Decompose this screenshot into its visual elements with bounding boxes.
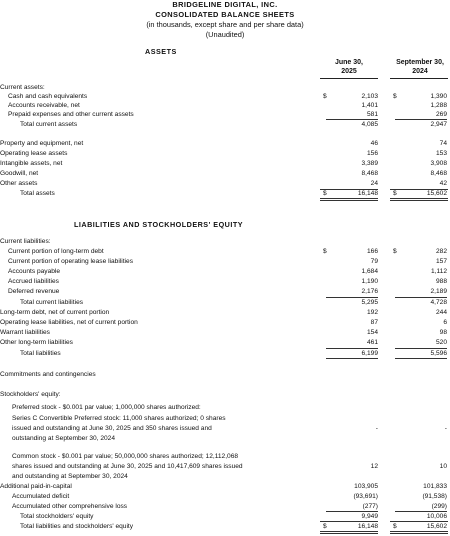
row-label: Warrant liabilities: [0, 329, 50, 336]
currency-symbol: $: [393, 190, 397, 197]
value-june-2025: 166: [366, 248, 378, 255]
column-header-june-2025: [314, 58, 384, 76]
double-rule: [390, 200, 448, 201]
double-rule: [320, 200, 378, 201]
row-label: Property and equipment, net: [0, 140, 84, 147]
value-september-2024: 157: [435, 258, 447, 265]
value-september-2024: 6: [443, 319, 447, 326]
value-september-2024: 4,728: [430, 299, 447, 306]
row-label: Total stockholders' equity: [20, 513, 94, 520]
row-label: Other long-term liabilities: [0, 339, 73, 346]
table-row: [0, 308, 450, 317]
current-assets-label-row: [0, 83, 450, 92]
preferred-stock-label: Preferred stock - $0.001 par value; 1,000,000 shares authorized:: [12, 404, 201, 411]
column-header-june-2025-line1: June 30,: [334, 59, 363, 66]
value-september-2024: -: [444, 425, 447, 432]
table-row: [0, 338, 450, 347]
value-september-2024: 15,602: [426, 190, 447, 197]
series-c-label-line3: outstanding at September 30, 2024: [12, 435, 116, 442]
column-header-september-2024-line2: 2024: [412, 68, 428, 75]
liabilities-section-title: LIABILITIES AND STOCKHOLDERS' EQUITY: [74, 220, 244, 229]
total-rule: [395, 358, 447, 359]
current-liabilities-label-row: [0, 237, 450, 246]
row-label: Total liabilities and stockholders' equity: [20, 523, 134, 530]
column-header-september-2024-line1: September 30,: [396, 59, 444, 66]
commitments-row: [0, 370, 450, 379]
table-row: [0, 120, 450, 129]
column-header-september-2024: [385, 58, 450, 76]
double-rule: [320, 533, 378, 534]
value-june-2025: 3,389: [361, 160, 378, 167]
row-label: Intangible assets, net: [0, 160, 63, 167]
common-stock-label-line1: Common stock - $0.001 par value; 50,000,000 shares authorized; 12,112,068: [12, 453, 239, 460]
equity-label-row: [0, 390, 450, 399]
value-june-2025: 1,684: [361, 268, 378, 275]
value-june-2025: 4,085: [361, 121, 378, 128]
common-stock-label-line2: shares issued and outstanding at June 30, 2025 and 10,417,609 shares issued: [12, 463, 243, 470]
unaudited-note: (Unaudited): [205, 30, 245, 39]
currency-symbol: $: [323, 93, 327, 100]
row-label: Total liabilities: [20, 350, 61, 357]
table-row: [0, 328, 450, 337]
value-june-2025: 103,905: [354, 483, 378, 490]
preferred-stock-row: [0, 403, 450, 412]
table-row: [0, 267, 450, 276]
current-liabilities-label: Current liabilities:: [0, 238, 51, 245]
double-rule: [390, 198, 448, 199]
company-name: BRIDGELINE DIGITAL, INC.: [172, 0, 278, 9]
value-june-2025: 16,148: [357, 523, 378, 530]
table-row: [0, 277, 450, 286]
row-label: Accounts payable: [8, 268, 61, 275]
assets-section-title: ASSETS: [145, 47, 177, 56]
row-label: Current portion of long-term debt: [8, 248, 104, 255]
value-june-2025: 6,199: [361, 350, 378, 357]
table-row: [0, 287, 450, 296]
stockholders-equity-label: Stockholders' equity:: [0, 391, 61, 398]
value-september-2024: 5,596: [430, 350, 447, 357]
column-header-rule: [320, 78, 378, 79]
table-row: [0, 512, 450, 521]
row-label: Total current assets: [20, 121, 78, 128]
double-rule: [320, 531, 378, 532]
row-label: Prepaid expenses and other current assets: [8, 111, 134, 118]
value-september-2024: 98: [439, 329, 447, 336]
table-row: [0, 110, 450, 119]
currency-symbol: $: [323, 248, 327, 255]
table-row: [0, 169, 450, 178]
row-label: Deferred revenue: [8, 288, 60, 295]
row-label: Cash and cash equivalents: [8, 93, 88, 100]
value-september-2024: 101,833: [423, 483, 447, 490]
table-row: [0, 189, 450, 198]
table-row: [0, 502, 450, 511]
value-june-2025: 24: [370, 180, 378, 187]
table-row: [0, 139, 450, 148]
value-june-2025: 2,176: [361, 288, 378, 295]
row-label: Total assets: [20, 190, 55, 197]
row-label: Accumulated other comprehensive loss: [12, 503, 128, 510]
value-june-2025: 46: [370, 140, 378, 147]
value-september-2024: 269: [435, 111, 447, 118]
value-june-2025: -: [375, 425, 378, 432]
value-september-2024: 15,602: [426, 523, 447, 530]
table-row: [0, 482, 450, 491]
common-stock-label-line3: and outstanding at September 30, 2024: [12, 473, 128, 480]
row-label: Goodwill, net: [0, 170, 39, 177]
row-label: Accounts receivable, net: [8, 102, 80, 109]
row-label: Current portion of operating lease liabilities: [8, 258, 133, 265]
value-june-2025: 9,949: [361, 513, 378, 520]
row-label: Operating lease liabilities, net of current portion: [0, 319, 138, 326]
value-september-2024: (299): [431, 503, 447, 510]
currency-symbol: $: [393, 93, 397, 100]
double-rule: [390, 533, 448, 534]
value-september-2024: 42: [439, 180, 447, 187]
value-june-2025: 1,401: [361, 102, 378, 109]
value-september-2024: 282: [435, 248, 447, 255]
column-header-june-2025-line2: 2025: [341, 68, 357, 75]
currency-symbol: $: [323, 523, 327, 530]
value-june-2025: 8,468: [361, 170, 378, 177]
series-c-values-row: [0, 424, 450, 433]
row-label: Accumulated deficit: [12, 493, 70, 500]
table-row: [0, 247, 450, 256]
row-label: Operating lease assets: [0, 150, 68, 157]
double-rule: [320, 198, 378, 199]
row-label: Long-term debt, net of current portion: [0, 309, 110, 316]
value-june-2025: 5,295: [361, 299, 378, 306]
commitments-label: Commitments and contingencies: [0, 371, 96, 378]
current-assets-label: Current assets:: [0, 84, 45, 91]
units-note: (in thousands, except share and per share data): [146, 20, 304, 29]
table-row: [0, 159, 450, 168]
total-rule: [326, 358, 378, 359]
value-june-2025: 12: [370, 463, 378, 470]
statement-title: CONSOLIDATED BALANCE SHEETS: [155, 10, 295, 19]
value-september-2024: 520: [435, 339, 447, 346]
value-june-2025: (277): [362, 503, 378, 510]
table-row: [0, 101, 450, 110]
value-september-2024: 74: [439, 140, 447, 147]
table-row: [0, 257, 450, 266]
row-label: Total current liabilities: [20, 299, 84, 306]
row-label: Other assets: [0, 180, 38, 187]
row-label: Accrued liabilities: [8, 278, 59, 285]
value-september-2024: 10: [439, 463, 447, 470]
value-june-2025: 461: [366, 339, 378, 346]
value-september-2024: 988: [435, 278, 447, 285]
value-june-2025: 16,148: [357, 190, 378, 197]
value-june-2025: 2,103: [361, 93, 378, 100]
table-row: [0, 149, 450, 158]
value-september-2024: 153: [435, 150, 447, 157]
table-row: [0, 92, 450, 101]
table-row: [0, 492, 450, 501]
value-september-2024: 8,468: [430, 170, 447, 177]
value-june-2025: 581: [366, 111, 378, 118]
value-june-2025: (93,691): [353, 493, 378, 500]
currency-symbol: $: [393, 248, 397, 255]
value-september-2024: 1,288: [430, 102, 447, 109]
column-header-rule: [390, 78, 448, 79]
table-row: [0, 349, 450, 358]
double-rule: [390, 531, 448, 532]
value-september-2024: 1,390: [430, 93, 447, 100]
table-row: [0, 522, 450, 531]
common-stock-values-row: [0, 462, 450, 471]
value-june-2025: 87: [370, 319, 378, 326]
table-row: [0, 298, 450, 307]
series-c-label-line2: issued and outstanding at June 30, 2025 and 350 shares issued and: [12, 425, 212, 432]
value-september-2024: 10,006: [426, 513, 447, 520]
value-june-2025: 154: [366, 329, 378, 336]
value-september-2024: 3,908: [430, 160, 447, 167]
currency-symbol: $: [393, 523, 397, 530]
table-row: [0, 318, 450, 327]
value-june-2025: 1,190: [361, 278, 378, 285]
value-june-2025: 156: [366, 150, 378, 157]
series-c-label-line1: Series C Convertible Preferred stock: 11,000 shares authorized; 0 shares: [12, 415, 226, 422]
value-september-2024: 1,112: [430, 268, 447, 275]
value-september-2024: (91,538): [422, 493, 447, 500]
value-june-2025: 79: [370, 258, 378, 265]
value-september-2024: 244: [435, 309, 447, 316]
table-row: [0, 179, 450, 188]
value-september-2024: 2,947: [430, 121, 447, 128]
value-september-2024: 2,189: [430, 288, 447, 295]
value-june-2025: 192: [366, 309, 378, 316]
currency-symbol: $: [323, 190, 327, 197]
row-label: Additional paid-in-capital: [0, 483, 72, 490]
